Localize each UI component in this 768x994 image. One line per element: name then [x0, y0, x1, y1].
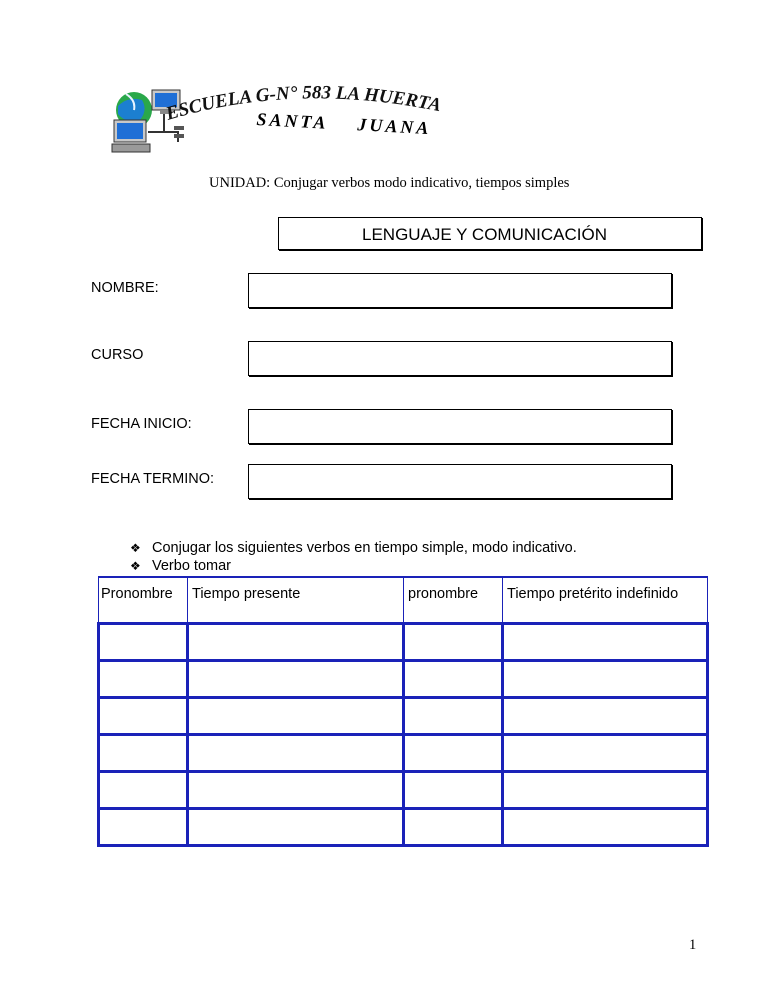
- table-cell[interactable]: [404, 809, 503, 846]
- unit-description: UNIDAD: Conjugar verbos modo indicativo, tiempos simples: [209, 175, 570, 191]
- table-cell[interactable]: [188, 661, 404, 698]
- header-present-tense: Tiempo presente: [188, 577, 404, 624]
- name-field[interactable]: [248, 273, 672, 308]
- table-cell[interactable]: [503, 698, 708, 735]
- table-cell[interactable]: [404, 624, 503, 661]
- table-cell[interactable]: [404, 735, 503, 772]
- conjugation-table: [97, 576, 709, 847]
- school-name-line2: SANTA JUANA: [256, 109, 432, 139]
- table-cell[interactable]: [99, 809, 188, 846]
- course-field[interactable]: [248, 341, 672, 376]
- header-preterite-tense: Tiempo pretérito indefinido: [503, 577, 708, 624]
- table-cell[interactable]: [188, 809, 404, 846]
- table-row: [99, 772, 708, 809]
- table-cell[interactable]: [99, 624, 188, 661]
- table-cell[interactable]: [99, 735, 188, 772]
- table-row: [99, 624, 708, 661]
- table-cell[interactable]: [503, 624, 708, 661]
- table-cell[interactable]: [188, 698, 404, 735]
- table-cell[interactable]: [404, 661, 503, 698]
- table-cell[interactable]: [99, 661, 188, 698]
- table-cell[interactable]: [188, 772, 404, 809]
- table-cell[interactable]: [188, 735, 404, 772]
- course-label: CURSO: [91, 347, 144, 363]
- diamond-bullet-icon: ❖: [130, 541, 141, 555]
- start-date-label: FECHA INICIO:: [91, 416, 192, 432]
- page-number: 1: [689, 937, 697, 953]
- table-row: [99, 698, 708, 735]
- table-row: [99, 661, 708, 698]
- table-cell[interactable]: [404, 772, 503, 809]
- subject-title: LENGUAJE Y COMUNICACIÓN: [362, 225, 607, 244]
- instruction-text: Verbo tomar: [152, 558, 231, 574]
- table-cell[interactable]: [99, 772, 188, 809]
- school-name-text: ESCUELA G-N° 583 LA HUERTA: [163, 84, 443, 124]
- table-cell[interactable]: [503, 735, 708, 772]
- table-cell[interactable]: [404, 698, 503, 735]
- name-label: NOMBRE:: [91, 280, 159, 296]
- instruction-item: [130, 540, 577, 556]
- end-date-field[interactable]: [248, 464, 672, 499]
- table-cell[interactable]: [503, 809, 708, 846]
- table-row: [99, 735, 708, 772]
- table-cell[interactable]: [188, 624, 404, 661]
- end-date-label: FECHA TERMINO:: [91, 471, 214, 487]
- instruction-text: Conjugar los siguientes verbos en tiempo simple, modo indicativo.: [152, 540, 577, 556]
- header-pronoun-2: pronombre: [404, 577, 503, 624]
- table-cell[interactable]: [503, 661, 708, 698]
- start-date-field[interactable]: [248, 409, 672, 444]
- diamond-bullet-icon: ❖: [130, 559, 141, 573]
- header-pronoun: Pronombre: [99, 577, 188, 624]
- subject-box: [278, 217, 702, 250]
- table-row: [99, 809, 708, 846]
- table-header-row: [99, 577, 708, 624]
- table-cell[interactable]: [99, 698, 188, 735]
- table-cell[interactable]: [503, 772, 708, 809]
- instruction-item: [130, 558, 231, 574]
